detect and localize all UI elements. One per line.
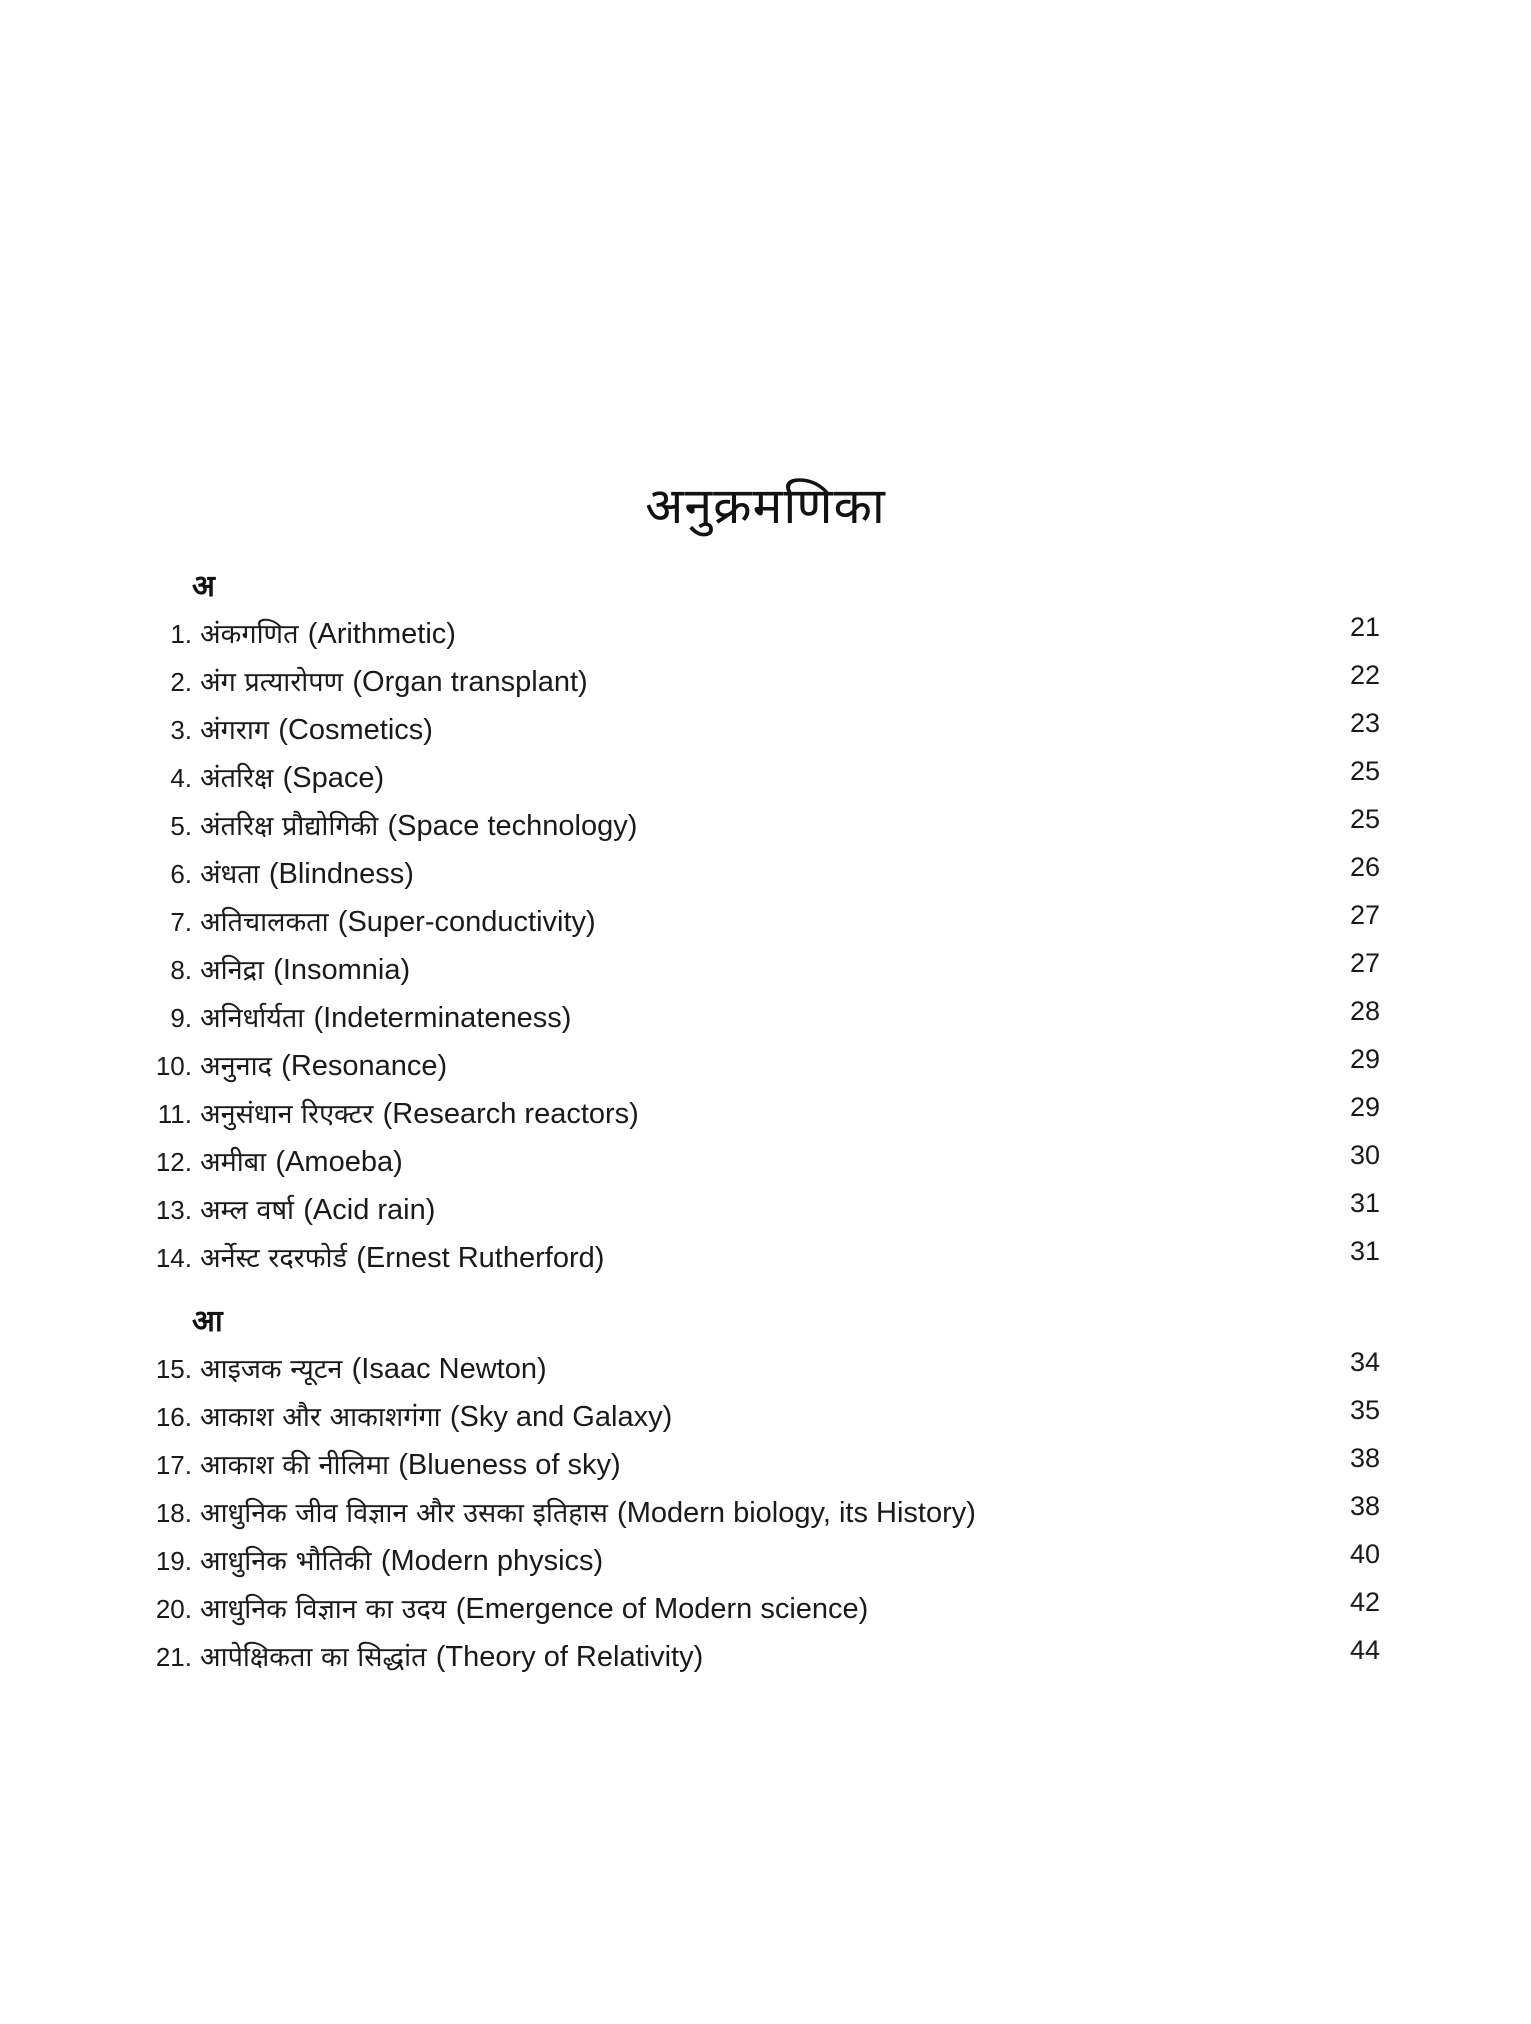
entry-english-title: (Cosmetics) [278, 714, 433, 746]
index-entry [140, 897, 1380, 945]
entry-list [140, 609, 1380, 1281]
index-entry [140, 1440, 1380, 1488]
entry-hindi-title: आइजक न्यूटन [200, 1354, 343, 1385]
index-entry [140, 1392, 1380, 1440]
index-entry [140, 1137, 1380, 1185]
entry-english-title: (Blindness) [268, 858, 414, 890]
entry-page-number: 27 [1349, 948, 1380, 978]
entry-page-number: 42 [1349, 1587, 1380, 1617]
index-entry [140, 1536, 1380, 1584]
entry-english-title: (Isaac Newton) [351, 1353, 547, 1385]
entry-page-number: 34 [1349, 1347, 1380, 1377]
entry-english-title: (Sky and Galaxy) [449, 1401, 673, 1433]
section-letter: आ [192, 1304, 223, 1339]
entry-number: 11. [157, 1099, 192, 1129]
entry-hindi-title: अनुसंधान रिएक्टर [200, 1099, 374, 1130]
entry-english-title: (Acid rain) [303, 1194, 436, 1226]
entry-number: 18. [155, 1498, 192, 1528]
index-entry [140, 849, 1380, 897]
entry-page-number: 26 [1349, 852, 1380, 882]
entry-english-title: (Indeterminateness) [313, 1002, 572, 1034]
index-entry [140, 1185, 1380, 1233]
entry-page-number: 35 [1349, 1395, 1380, 1425]
section-letter: अ [192, 569, 215, 604]
entry-hindi-title: अर्नेस्ट रदरफोर्ड [200, 1243, 347, 1274]
entry-page-number: 21 [1349, 612, 1380, 642]
entry-page-number: 29 [1349, 1092, 1380, 1122]
entry-page-number: 38 [1349, 1443, 1380, 1473]
entry-hindi-title: अनिर्धार्यता [200, 1003, 305, 1034]
entry-page-number: 38 [1349, 1491, 1380, 1521]
index-entry [140, 801, 1380, 849]
entry-number: 10. [155, 1051, 192, 1081]
entry-english-title: (Space technology) [387, 810, 638, 842]
entry-number: 12. [155, 1147, 192, 1177]
entry-hindi-title: अनिद्रा [200, 955, 264, 986]
entry-number: 8. [170, 955, 192, 985]
index-section [140, 565, 1380, 1281]
entry-number: 17. [155, 1450, 192, 1480]
entry-hindi-title: आकाश की नीलिमा [200, 1450, 389, 1481]
entry-page-number: 23 [1349, 708, 1380, 738]
entry-page-number: 30 [1349, 1140, 1380, 1170]
entry-hindi-title: अंतरिक्ष प्रौद्योगिकी [200, 811, 379, 842]
entry-english-title: (Ernest Rutherford) [356, 1242, 605, 1274]
page-title: अनुक्रमणिका [645, 477, 886, 535]
entry-hindi-title: अंगराग [200, 715, 270, 746]
entry-number: 1. [170, 619, 192, 649]
entry-hindi-title: अतिचालकता [200, 907, 329, 938]
entry-english-title: (Emergence of Modern science) [455, 1593, 869, 1625]
entry-english-title: (Theory of Relativity) [435, 1641, 704, 1673]
entry-english-title: (Space) [282, 762, 385, 794]
index-entry [140, 705, 1380, 753]
entry-number: 15. [155, 1354, 192, 1384]
entry-page-number: 31 [1349, 1188, 1380, 1218]
entry-english-title: (Arithmetic) [307, 618, 456, 650]
entry-english-title: (Resonance) [281, 1050, 448, 1082]
entry-hindi-title: अनुनाद [200, 1051, 272, 1082]
index-entry [140, 753, 1380, 801]
entry-number: 14. [155, 1243, 192, 1273]
entry-hindi-title: आधुनिक भौतिकी [200, 1546, 372, 1577]
index-entry [140, 609, 1380, 657]
entry-number: 3. [170, 715, 192, 745]
entry-hindi-title: आपेक्षिकता का सिद्धांत [200, 1642, 427, 1673]
index-entry [140, 1488, 1380, 1536]
entry-hindi-title: अंग प्रत्यारोपण [200, 667, 344, 698]
entry-hindi-title: अमीबा [200, 1147, 267, 1178]
entry-page-number: 27 [1349, 900, 1380, 930]
index-entry [140, 1344, 1380, 1392]
index-entry [140, 1089, 1380, 1137]
entry-page-number: 29 [1349, 1044, 1380, 1074]
entry-number: 4. [170, 763, 192, 793]
entry-hindi-title: अंकगणित [200, 619, 299, 650]
entry-page-number: 28 [1349, 996, 1380, 1026]
entry-number: 7. [170, 907, 192, 937]
entry-number: 20. [155, 1594, 192, 1624]
entry-number: 16. [155, 1402, 192, 1432]
index-section [140, 1300, 1380, 1680]
entry-number: 21. [155, 1642, 192, 1672]
entry-page-number: 40 [1349, 1539, 1380, 1569]
entry-english-title: (Modern physics) [380, 1545, 604, 1577]
entry-number: 13. [155, 1195, 192, 1225]
entry-number: 2. [170, 667, 192, 697]
index-entry [140, 1233, 1380, 1281]
entry-page-number: 22 [1349, 660, 1380, 690]
entry-page-number: 25 [1349, 756, 1380, 786]
index-entry [140, 1041, 1380, 1089]
entry-page-number: 31 [1349, 1236, 1380, 1266]
entry-hindi-title: आधुनिक जीव विज्ञान और उसका इतिहास [200, 1498, 608, 1529]
entry-hindi-title: आधुनिक विज्ञान का उदय [200, 1594, 447, 1625]
index-entry [140, 945, 1380, 993]
entry-number: 19. [155, 1546, 192, 1576]
entry-hindi-title: अंधता [200, 859, 260, 890]
entry-english-title: (Organ transplant) [352, 666, 588, 698]
entry-english-title: (Blueness of sky) [398, 1449, 621, 1481]
index-entry [140, 657, 1380, 705]
index-entry [140, 993, 1380, 1041]
entry-page-number: 44 [1349, 1635, 1380, 1665]
entry-number: 9. [170, 1003, 192, 1033]
entry-hindi-title: आकाश और आकाशगंगा [200, 1402, 441, 1433]
entry-page-number: 25 [1349, 804, 1380, 834]
entry-english-title: (Research reactors) [382, 1098, 639, 1130]
entry-list [140, 1344, 1380, 1680]
entry-english-title: (Super-conductivity) [337, 906, 596, 938]
entry-hindi-title: अम्ल वर्षा [200, 1195, 295, 1226]
entry-english-title: (Modern biology, its History) [617, 1497, 976, 1529]
index-entry [140, 1632, 1380, 1680]
entry-hindi-title: अंतरिक्ष [200, 763, 274, 794]
entry-number: 6. [170, 859, 192, 889]
index-entry [140, 1584, 1380, 1632]
entry-english-title: (Amoeba) [275, 1146, 403, 1178]
entry-number: 5. [170, 811, 192, 841]
entry-english-title: (Insomnia) [273, 954, 411, 986]
